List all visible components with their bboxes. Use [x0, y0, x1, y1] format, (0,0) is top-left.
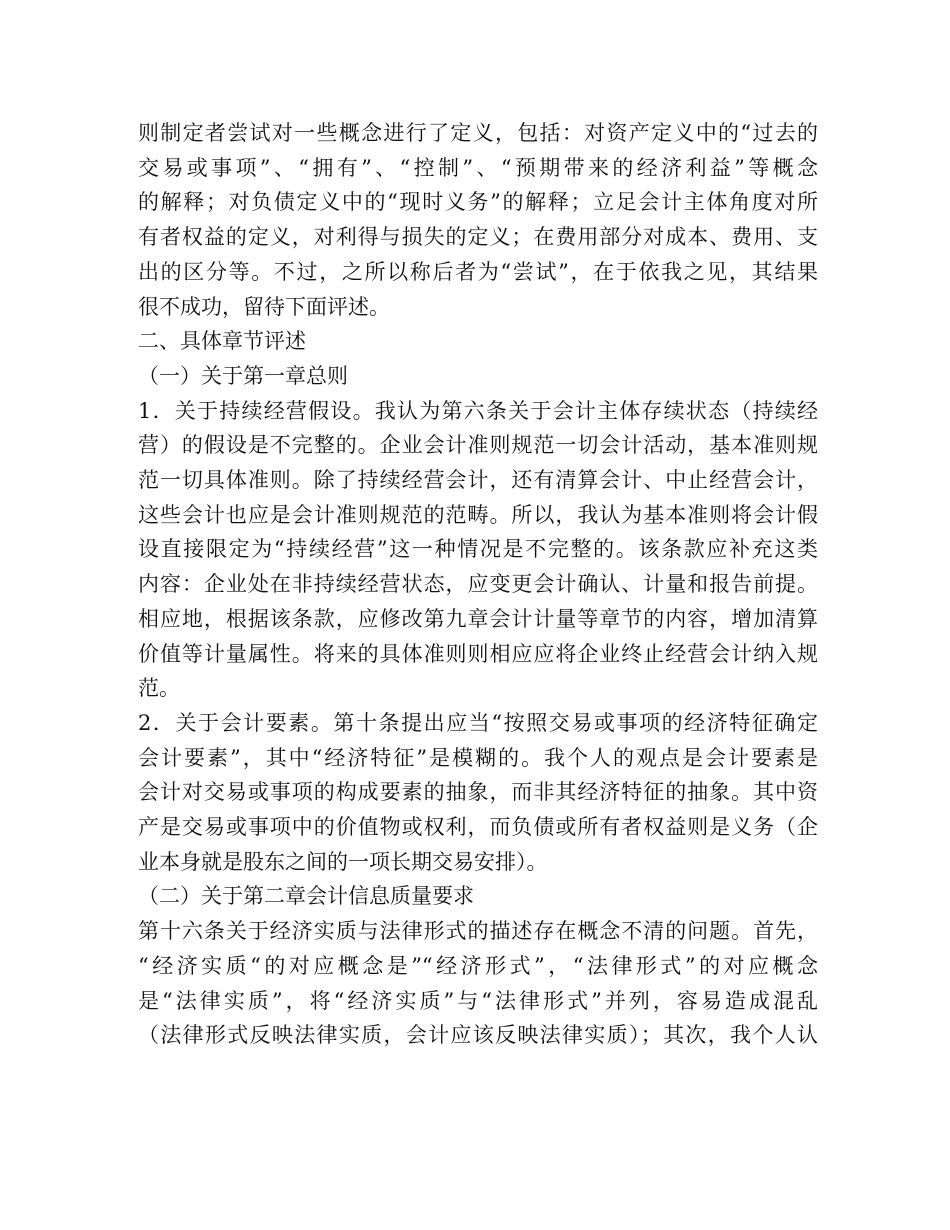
text-line: （法律形式反映法律实质，会计应该反映法律实质）；其次，我个人认 [138, 1023, 818, 1048]
text-line: 会计要素”，其中“经济特征”是模糊的。我个人的观点是会计要素是 [138, 745, 818, 770]
text-line: 有者权益的定义，对利得与损失的定义；在费用部分对成本、费用、支 [138, 225, 818, 250]
text-line: 交易或事项”、“拥有”、“控制”、“预期带来的经济利益”等概念 [138, 155, 818, 180]
text-line: 的解释；对负债定义中的“现时义务”的解释；立足会计主体角度对所 [138, 190, 818, 215]
text-line: 2．关于会计要素。第十条提出应当“按照交易或事项的经济特征确定 [138, 710, 818, 735]
text-line: （二）关于第二章会计信息质量要求 [138, 884, 474, 909]
text-line: 内容：企业处在非持续经营状态，应变更会计确认、计量和报告前提。 [138, 572, 818, 597]
text-line: 二、具体章节评述 [138, 329, 306, 354]
text-line: 范一切具体准则。除了持续经营会计，还有清算会计、中止经营会计， [138, 468, 818, 492]
text-line: 第十六条关于经济实质与法律形式的描述存在概念不清的问题。首先， [138, 919, 818, 944]
text-line: （一）关于第一章总则 [138, 363, 348, 388]
text-line: 营）的假设是不完整的。企业会计准则规范一切会计活动，基本准则规 [138, 433, 818, 458]
text-line: 是“法律实质”，将“经济实质”与“法律形式”并列，容易造成混乱 [138, 988, 818, 1013]
text-line: 业本身就是股东之间的一项长期交易安排）。 [138, 849, 548, 874]
text-line: 相应地，根据该条款，应修改第九章会计计量等章节的内容，增加清算 [138, 606, 818, 631]
text-line: 很不成功，留待下面评述。 [138, 294, 390, 319]
text-line: 产是交易或事项中的价值物或权利，而负债或所有者权益则是义务（企 [138, 815, 818, 839]
text-line: “经济实质“的对应概念是”“经济形式”，“法律形式”的对应概念 [138, 953, 818, 978]
text-line: 会计对交易或事项的构成要素的抽象，而非其经济特征的抽象。其中资 [138, 780, 818, 805]
text-line: 则制定者尝试对一些概念进行了定义，包括：对资产定义中的“过去的 [138, 121, 818, 145]
text-line: 这些会计也应是会计准则规范的范畴。所以，我认为基本准则将会计假 [138, 502, 818, 527]
text-line: 1．关于持续经营假设。我认为第六条关于会计主体存续状态（持续经 [138, 398, 818, 423]
text-line: 出的区分等。不过，之所以称后者为“尝试”，在于依我之见，其结果 [138, 259, 818, 284]
text-line: 价值等计量属性。将来的具体准则则相应应将企业终止经营会计纳入规 [138, 641, 818, 666]
text-line: 范。 [138, 676, 180, 701]
text-line: 设直接限定为“持续经营”这一种情况是不完整的。该条款应补充这类 [138, 537, 818, 562]
